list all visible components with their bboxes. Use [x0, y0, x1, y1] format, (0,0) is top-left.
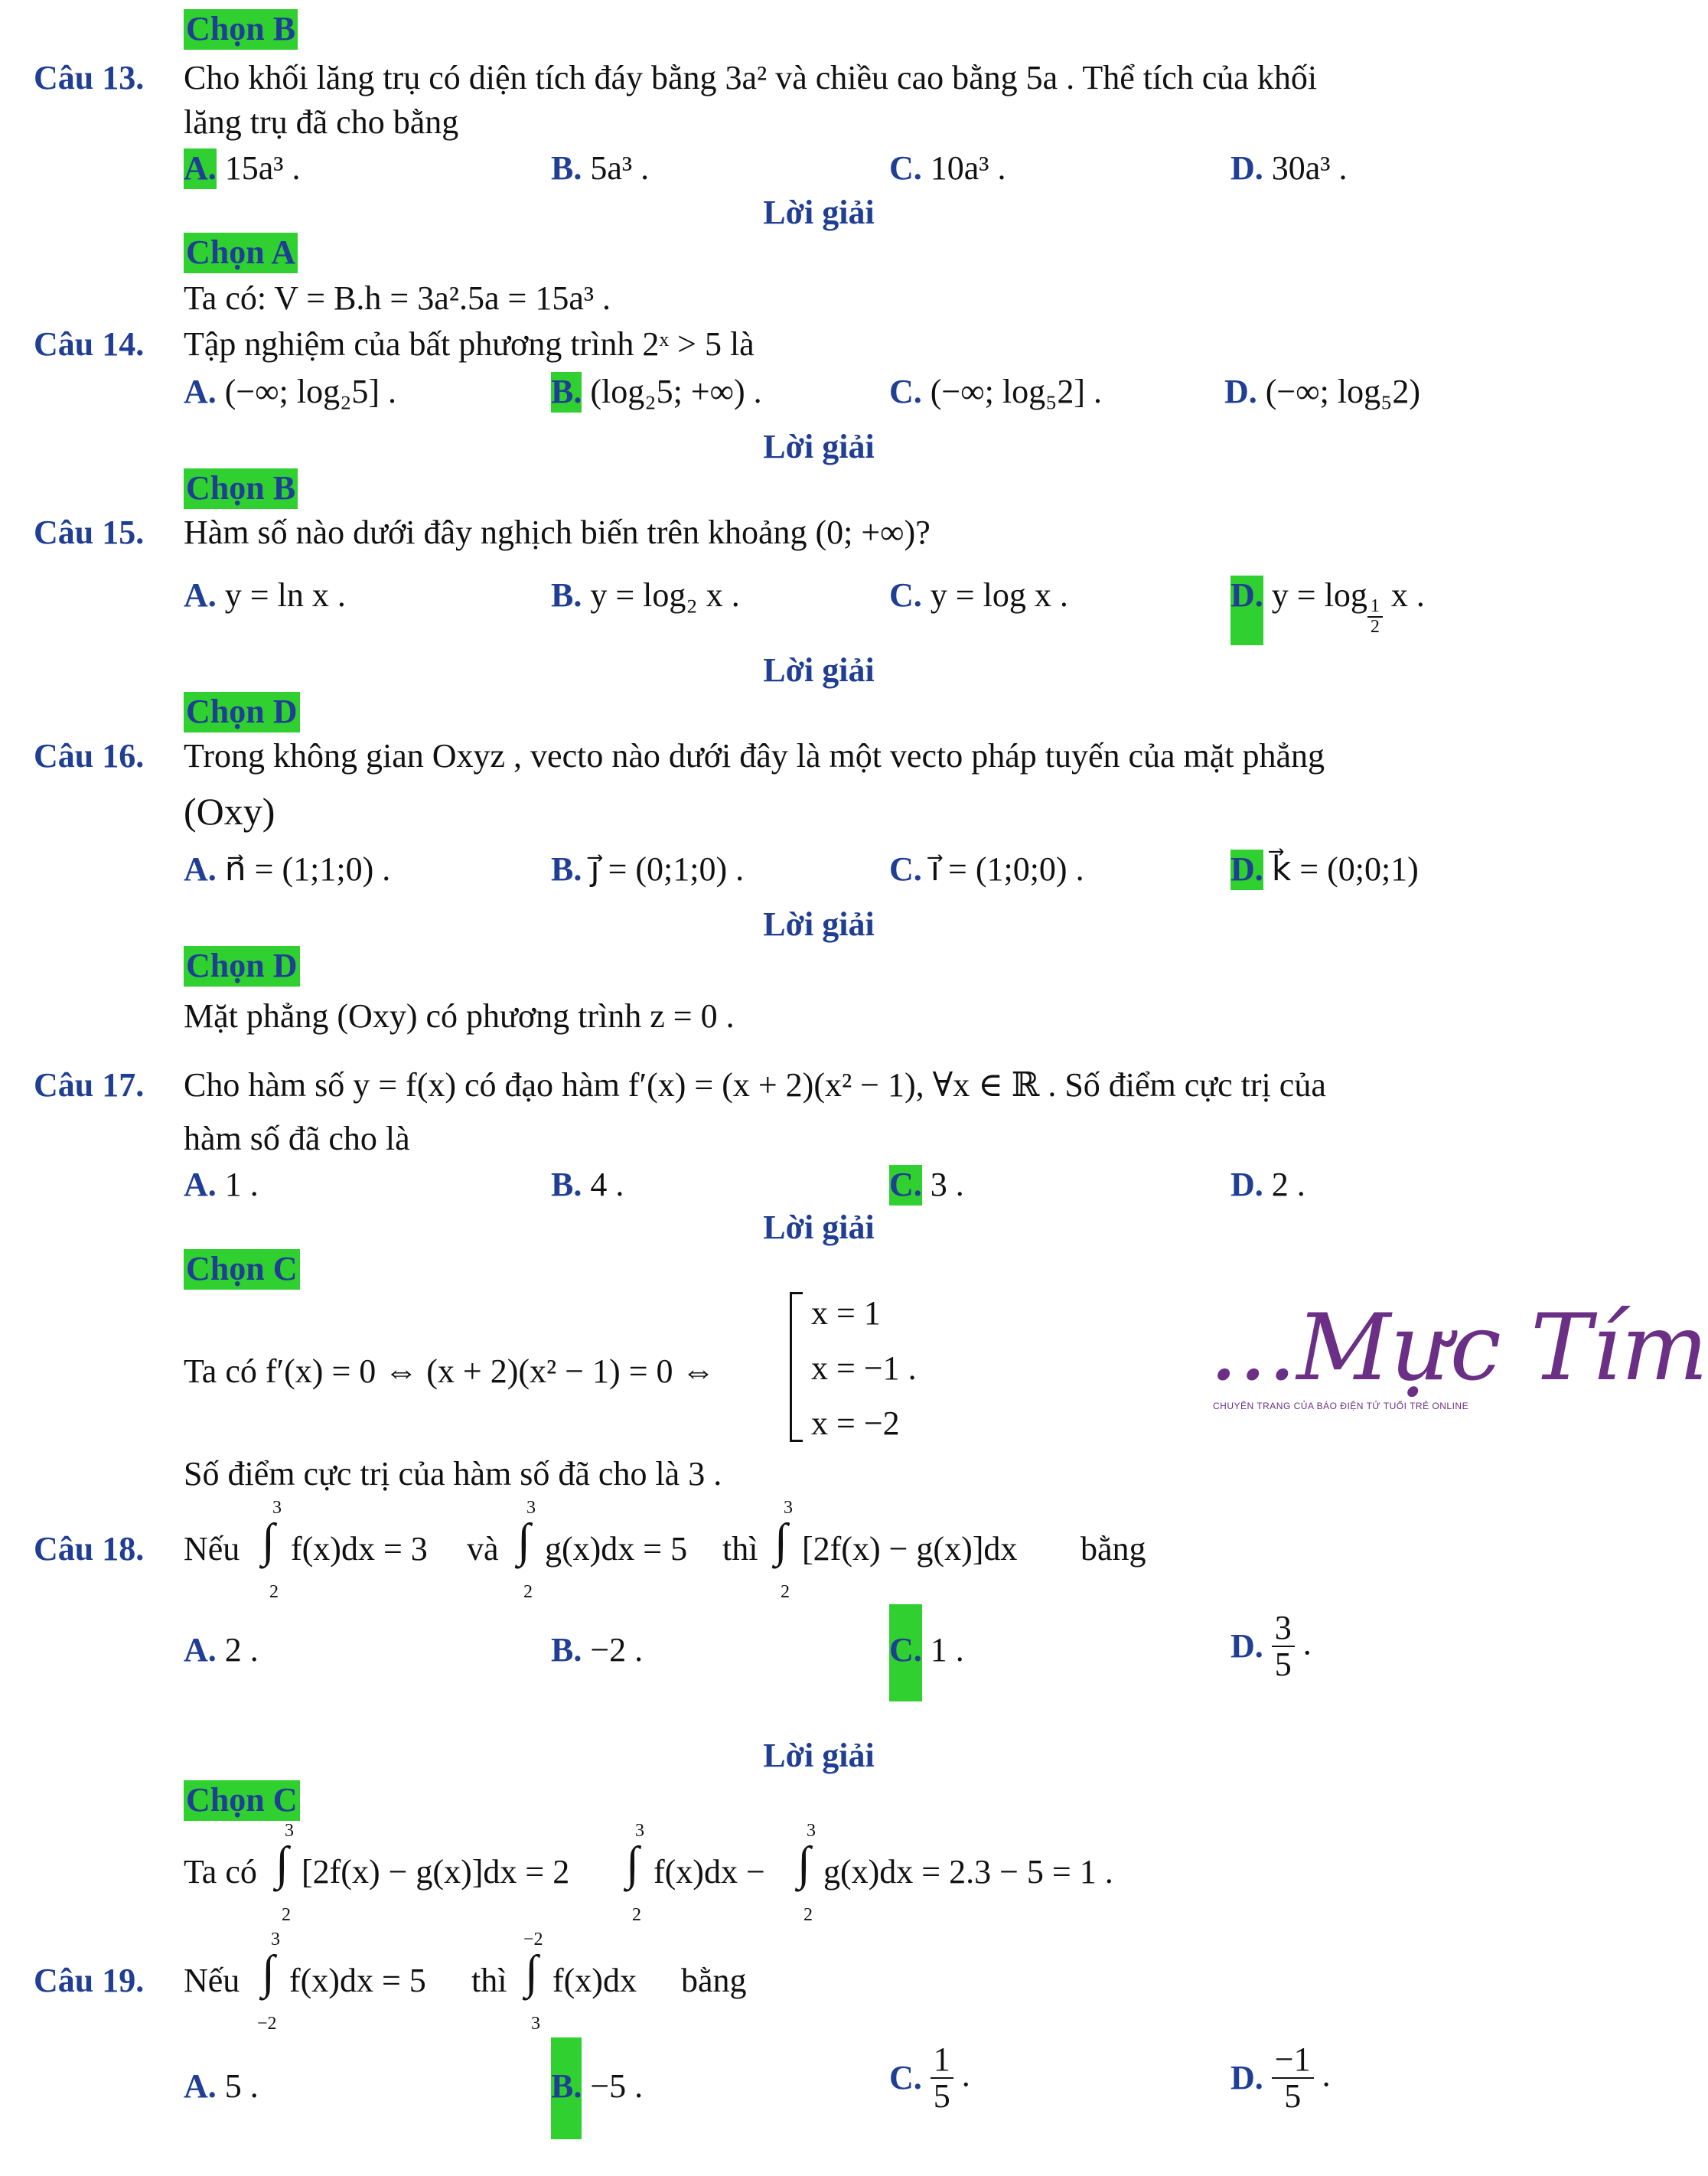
q17-option-c: C. 3 . — [889, 1165, 964, 1205]
q14-chon: Chọn B — [184, 468, 298, 509]
q14-text: Tập nghiệm của bất phương trình 2ˣ > 5 là — [184, 325, 755, 363]
logo-muctim: ...Mực Tím — [1209, 1295, 1708, 1401]
q13-option-d: D. 30a³ . — [1230, 149, 1348, 187]
q18-sol-integral-3: ∫ — [797, 1838, 810, 1890]
q18-va: và — [467, 1530, 499, 1568]
q13-text-line2: lăng trụ đã cho bằng — [184, 103, 459, 141]
q18-int3-expr: [2f(x) − g(x)]dx — [802, 1530, 1018, 1568]
q18-option-a: A. 2 . — [184, 1631, 259, 1669]
q18-int3-lower: 2 — [781, 1582, 790, 1602]
q18-sol-part-d: g(x)dx = 2.3 − 5 = 1 . — [823, 1853, 1113, 1891]
q19-integral-1: ∫ — [262, 1946, 275, 1998]
q16-chon: Chọn D — [184, 946, 300, 987]
q14-number: Câu 14. — [34, 325, 145, 363]
q19-option-c: C. $\frac{1}{5}$ . — [889, 2041, 970, 2116]
q15-option-c: C. y = log x . — [889, 576, 1068, 614]
q18-sol-int3-lower: 2 — [803, 1905, 813, 1925]
q15-option-a: A. y = ln x . — [184, 576, 346, 614]
q17-text-line1: Cho hàm số y = f(x) có đạo hàm f′(x) = (x + 2)(x² − 1), ∀x ∈ ℝ . Số điểm cực trị của — [184, 1066, 1326, 1104]
q17-solution2: Số điểm cực trị của hàm số đã cho là 3 . — [184, 1455, 722, 1493]
q18-int1-upper: 3 — [272, 1498, 282, 1518]
q17-loigiai: Lời giải — [763, 1209, 875, 1246]
top-chon: Chọn B — [184, 9, 298, 50]
q19-option-d: D. $\frac{-1}{5}$ . — [1230, 2041, 1331, 2116]
logo-subtitle: CHUYÊN TRANG CỦA BÁO ĐIỆN TỬ TUỔI TRẺ ONLINE — [1213, 1401, 1469, 1411]
q14-loigiai: Lời giải — [763, 428, 875, 465]
q19-option-b: B. −5 . — [551, 2037, 643, 2139]
q18-sol-int1-upper: 3 — [285, 1821, 294, 1841]
q18-option-c: C. 1 . — [889, 1604, 964, 1701]
q19-number: Câu 19. — [34, 1962, 145, 1999]
q19-int2-expr: f(x)dx — [552, 1962, 637, 1999]
q14-option-a: A. (−∞; log₂5] . — [184, 373, 397, 410]
q16-option-b: B. j⃗ = (0;1;0) . — [551, 850, 745, 888]
q19-thi: thì — [471, 1962, 507, 1999]
q18-option-d: D. $\frac{3}{5}$ . — [1230, 1609, 1312, 1684]
q13-loigiai: Lời giải — [763, 194, 875, 231]
q19-option-c-frac: $\frac{1}{5}$ — [931, 2042, 953, 2114]
q13-option-a: A. 15a³ . — [184, 148, 301, 189]
q18-sol-int2-lower: 2 — [632, 1905, 641, 1925]
q18-chon: Chọn C — [184, 1780, 300, 1821]
q15-loigiai: Lời giải — [763, 651, 875, 689]
q18-option-b: B. −2 . — [551, 1631, 644, 1669]
q19-option-a: A. 5 . — [184, 2067, 259, 2105]
q15-number: Câu 15. — [34, 514, 145, 551]
q19-int1-expr: f(x)dx = 5 — [289, 1962, 426, 1999]
q19-option-d-frac: $\frac{-1}{5}$ — [1272, 2042, 1314, 2114]
q17-case-1: x = 1 — [811, 1294, 881, 1332]
q15-chon: Chọn D — [184, 692, 300, 732]
q18-sol-int3-upper: 3 — [807, 1821, 816, 1841]
q17-chon: Chọn C — [184, 1249, 300, 1290]
q18-bang: bằng — [1081, 1530, 1146, 1568]
q15-text: Hàm số nào dưới đây nghịch biến trên khoảng (0; +∞)? — [184, 514, 931, 551]
q13-number: Câu 13. — [34, 59, 145, 96]
q14-option-c: C. (−∞; log₅2] . — [889, 373, 1103, 410]
q13-text-line1: Cho khối lăng trụ có diện tích đáy bằng 3a² và chiều cao bằng 5a . Thể tích của khối — [184, 59, 1318, 96]
q19-neu: Nếu — [184, 1962, 240, 1999]
q18-sol-part-b: [2f(x) − g(x)]dx = 2 — [302, 1853, 570, 1891]
q15-option-d: D. y = log $\frac{1}{2}$ x . — [1230, 576, 1425, 645]
q18-sol-int1-lower: 2 — [282, 1905, 291, 1925]
q18-integral-3: ∫ — [774, 1515, 787, 1567]
q16-text-line2: (Oxy) — [184, 790, 275, 833]
q15-option-b: B. y = log₂ x . — [551, 576, 740, 614]
q16-number: Câu 16. — [34, 737, 145, 775]
q17-case-bracket — [790, 1292, 803, 1442]
q18-option-d-frac: $\frac{3}{5}$ — [1272, 1610, 1295, 1682]
q15-d-base: $\frac{1}{2}$ — [1367, 597, 1383, 637]
q19-integral-2: ∫ — [525, 1946, 538, 1998]
q14-option-d: D. (−∞; log₅2) — [1224, 373, 1421, 410]
q17-option-d: D. 2 . — [1230, 1166, 1305, 1203]
q13-chon: Chọn A — [184, 233, 298, 273]
q16-option-a: A. n⃗ = (1;1;0) . — [184, 850, 391, 888]
q16-option-c: C. i⃗ = (1;0;0) . — [889, 850, 1084, 888]
q17-solution1: Ta có f′(x) = 0 ⇔ (x + 2)(x² − 1) = 0 ⇔ — [184, 1352, 715, 1390]
q19-int1-upper: 3 — [271, 1930, 280, 1949]
q16-solution: Mặt phẳng (Oxy) có phương trình z = 0 . — [184, 997, 735, 1035]
q18-int2-lower: 2 — [523, 1582, 533, 1602]
q18-sol-integral-1: ∫ — [275, 1838, 288, 1890]
q13-option-c: C. 10a³ . — [889, 149, 1006, 187]
q18-sol-integral-2: ∫ — [626, 1838, 639, 1890]
q18-int1-lower: 2 — [269, 1582, 279, 1602]
q18-sol-part-c: f(x)dx − — [654, 1853, 765, 1891]
q19-int1-lower: −2 — [257, 2014, 277, 2034]
q17-option-a: A. 1 . — [184, 1166, 259, 1203]
q18-loigiai: Lời giải — [763, 1737, 875, 1774]
q14-option-b: B. (log₂5; +∞) . — [551, 372, 762, 413]
q19-bang: bằng — [681, 1962, 747, 1999]
q17-case-3: x = −2 — [811, 1404, 900, 1442]
q17-case-2: x = −1 . — [811, 1349, 917, 1387]
q13-option-b: B. 5a³ . — [551, 149, 650, 187]
q19-int2-lower: 3 — [531, 2014, 540, 2034]
q16-text-line1: Trong không gian Oxyz , vecto nào dưới đây là một vecto pháp tuyến của mặt phẳng — [184, 737, 1325, 775]
q18-integral-2: ∫ — [517, 1515, 530, 1567]
q18-int2-expr: g(x)dx = 5 — [545, 1530, 688, 1568]
q16-loigiai: Lời giải — [763, 905, 875, 943]
q18-number: Câu 18. — [34, 1530, 145, 1568]
q18-int2-upper: 3 — [526, 1498, 536, 1518]
q18-int3-upper: 3 — [784, 1498, 793, 1518]
q17-number: Câu 17. — [34, 1066, 145, 1104]
q19-int2-upper: −2 — [523, 1930, 543, 1949]
q18-integral-1: ∫ — [262, 1515, 275, 1567]
q17-text-line2: hàm số đã cho là — [184, 1120, 410, 1157]
q18-thi: thì — [722, 1530, 758, 1568]
q13-solution: Ta có: V = B.h = 3a².5a = 15a³ . — [184, 279, 611, 317]
q18-sol-taco: Ta có — [184, 1853, 257, 1891]
q18-neu: Nếu — [184, 1530, 240, 1568]
q16-option-d: D. k⃗ = (0;0;1) — [1230, 850, 1419, 890]
q17-option-b: B. 4 . — [551, 1166, 624, 1203]
q18-int1-expr: f(x)dx = 3 — [291, 1530, 428, 1568]
q18-sol-int2-upper: 3 — [635, 1821, 644, 1841]
